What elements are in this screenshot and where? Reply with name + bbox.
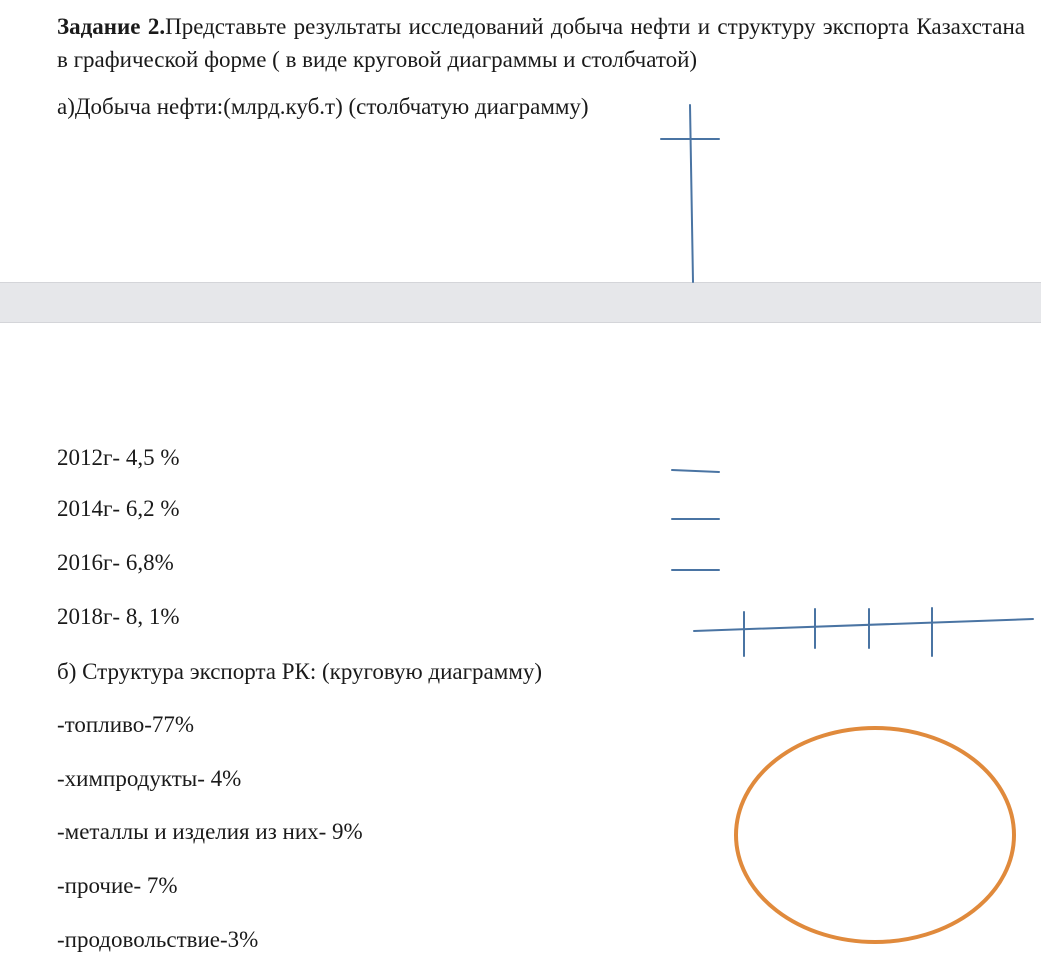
oil-item-2014: 2014г- 6,2 % bbox=[57, 496, 180, 521]
part-a-heading: а)Добыча нефти:(млрд.куб.т) (столбчатую диаграмму) bbox=[57, 94, 589, 119]
export-item-other: -прочие- 7% bbox=[57, 873, 178, 898]
export-item-fuel: -топливо-77% bbox=[57, 712, 195, 737]
oil-item-2016: 2016г- 6,8% bbox=[57, 550, 174, 575]
oil-item-2018: 2018г- 8, 1% bbox=[57, 604, 180, 629]
task-text: Представьте результаты исследований добыча нефти и структуру экспорта Казахстана в графической форме ( в виде круговой диаграммы и столбчатой) bbox=[57, 14, 1025, 72]
oil-item-2012: 2012г- 4,5 % bbox=[57, 445, 180, 470]
part-b-heading: б) Структура экспорта РК: (круговую диаграмму) bbox=[57, 659, 543, 684]
task-label: Задание 2. bbox=[57, 14, 166, 39]
pie-chart-outline bbox=[736, 728, 1014, 942]
export-item-chemicals: -химпродукты- 4% bbox=[57, 766, 242, 791]
bar-chart-y-axis bbox=[690, 105, 693, 282]
y-axis-dash-1 bbox=[672, 470, 719, 472]
export-item-food: -продовольствие-3% bbox=[57, 927, 259, 952]
export-item-metals: -металлы и изделия из них- 9% bbox=[57, 819, 363, 844]
